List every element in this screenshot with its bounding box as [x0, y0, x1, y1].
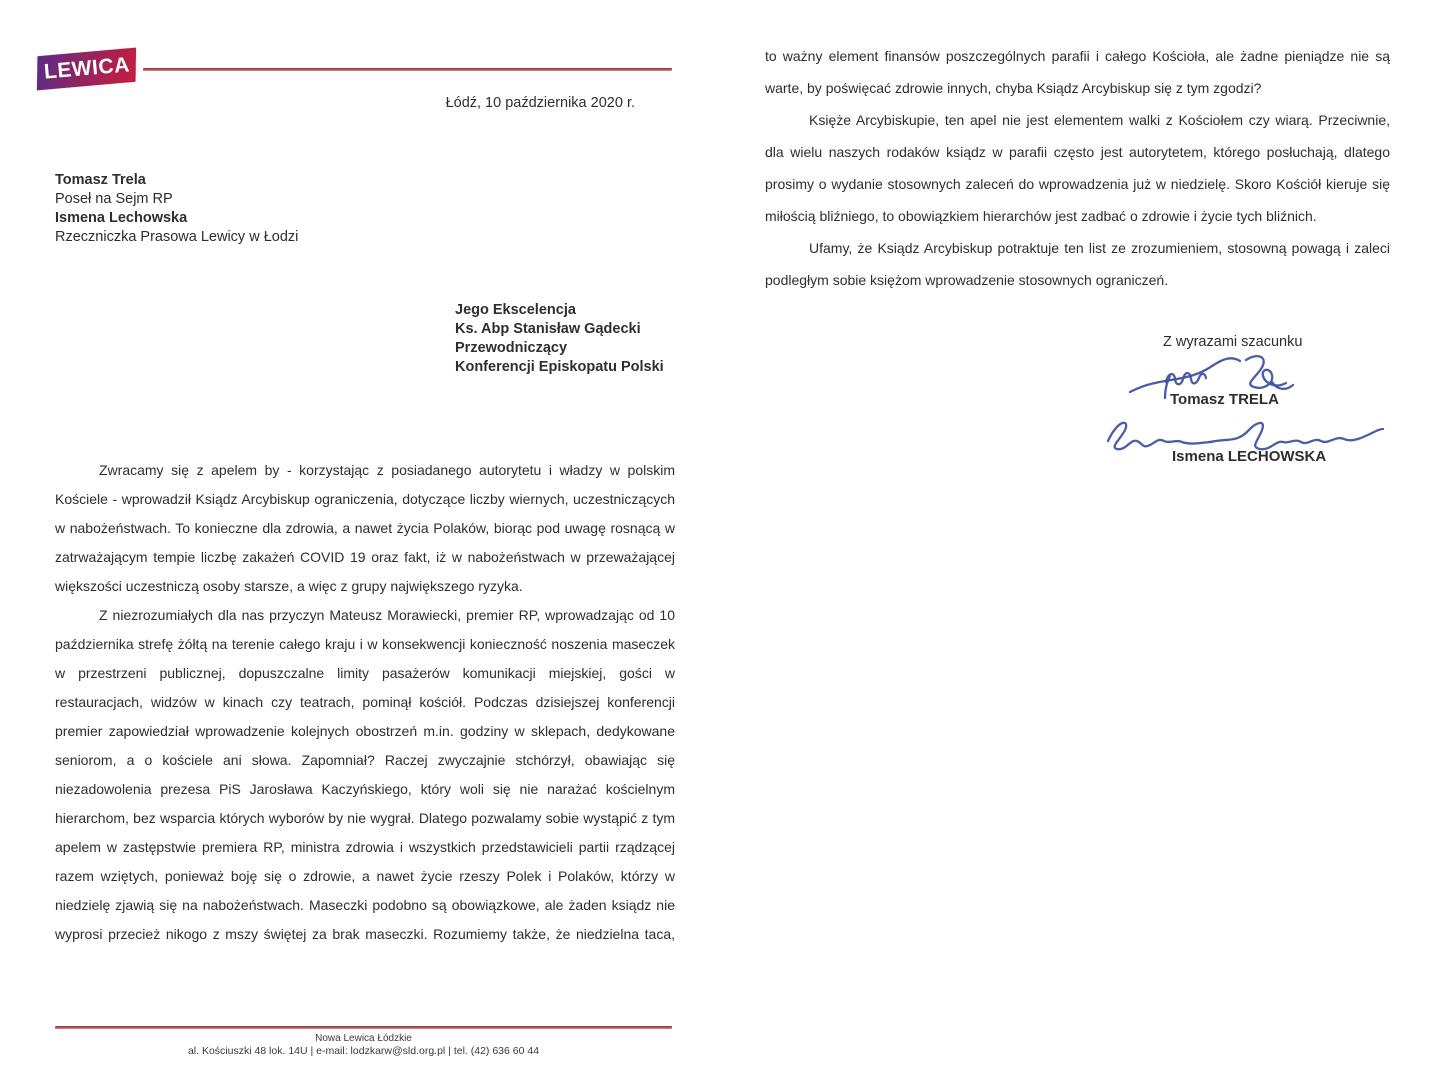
- sender-title-2: Rzeczniczka Prasowa Lewicy w Łodzi: [55, 229, 299, 245]
- lewica-logo: [37, 48, 136, 91]
- recipient-line: Ks. Abp Stanisław Gądecki: [455, 321, 641, 337]
- footer-organization: Nowa Lewica Łódzkie: [315, 1033, 412, 1044]
- recipient-line: Przewodniczący: [455, 340, 568, 356]
- trela-printed-name: Tomasz TRELA: [1170, 391, 1279, 408]
- recipient-line: Jego Ekscelencja: [455, 302, 576, 318]
- sender-name-1: Tomasz Trela: [55, 172, 146, 188]
- lewica-logo-text: LEWICA: [42, 53, 131, 84]
- recipient-block: [455, 301, 664, 377]
- footer-contact-line: al. Kościuszki 48 lok. 14U | e-mail: lodzkarw@sld.org.pl | tel. (42) 636 60 44: [187, 1045, 540, 1057]
- closing-salutation: Z wyrazami szacunku: [1163, 334, 1303, 350]
- recipient-line: Konferencji Episkopatu Polski: [455, 359, 664, 375]
- sender-block: [55, 171, 298, 247]
- date-line: Łódź, 10 października 2020 r.: [445, 95, 635, 111]
- letter-body-page-1: [55, 456, 675, 949]
- letter-body-page-2: [765, 40, 1390, 296]
- paragraph: Ufamy, że Ksiądz Arcybiskup potraktuje ten list ze zrozumieniem, stosowną powagą i zaleci podległym sobie księżom wprowadzenie stosownych ograniczeń.: [765, 240, 1390, 288]
- paragraph: to ważny element finansów poszczególnych parafii i całego Kościoła, ale żadne pieniądze nie są warte, by poświęcać zdrowie innych, chyba Ksiądz Arcybiskup się z tym zgodzi?: [765, 48, 1390, 96]
- lechowska-printed-name: Ismena LECHOWSKA: [1172, 448, 1327, 465]
- header-rule: [143, 68, 672, 71]
- paragraph: Z niezrozumiałych dla nas przyczyn Mateusz Morawiecki, premier RP, wprowadzając od 10 października strefę żółtą na terenie całego kraju i w konsekwencji konieczność noszenia maseczek w przestrzeni publicznej, dopuszczalne limity pasażerów komunikacji miejskiej, gości w restauracjach, widzów w kinach czy teatrach, pominął kościół. Podczas dzisiejszej konferencji premier zapowiedział wprowadzenie kolejnych obostrzeń m.in. godziny w sklepach, dedykowane seniorom, a o kościele ani słowa. Zapomniał? Raczej zwyczajnie stchórzył, obawiając się niezadowolenia prezesa PiS Jarosława Kaczyńskiego, który woli się nie narażać kościelnym hierarchom, bez wsparcia których wyborów by nie wygrał. Dlatego pozwalamy sobie wystąpić z tym apelem w zastępstwie premiera RP, ministra zdrowia i wszystkich przedstawicieli partii rządzącej razem wziętych, ponieważ boję się o zdrowie, a nawet życie rzeszy Polek i Polaków, którzy w niedzielę zjawią się na nabożeństwach. Maseczki podobno są obowiązkowe, ale żaden ksiądz nie wyprosi przecież nikogo z mszy świętej za brak maseczki. Rozumiemy także, że niedzielna taca,: [55, 607, 675, 942]
- sender-name-2: Ismena Lechowska: [55, 210, 188, 226]
- paragraph: Księże Arcybiskupie, ten apel nie jest elementem walki z Kościołem czy wiarą. Przeciwnie, dla wielu naszych rodaków ksiądz w parafii często jest autorytetem, którego posłuchają, dlatego prosimy o wydanie stosownych zaleceń do wprowadzenia już w niedzielę. Skoro Kościół kieruje się miłością bliźniego, to obowiązkiem hierarchów jest zadbać o zdrowie i życie tych bliźnich.: [765, 112, 1390, 224]
- footer-rule: [55, 1026, 672, 1029]
- sender-title-1: Poseł na Sejm RP: [55, 191, 173, 207]
- paragraph: Zwracamy się z apelem by - korzystając z posiadanego autorytetu i władzy w polskim Kościele - wprowadził Ksiądz Arcybiskup ograniczenia, dotyczące liczby wiernych, uczestniczących w nabożeństwach. To konieczne dla zdrowia, a nawet życia Polaków, biorąc pod uwagę rosnącą w zatrważającym tempie liczbę zakażeń COVID 19 oraz fakt, iż w nabożeństwach w przeważającej większości uczestniczą osoby starsze, a więc z grupy największego ryzyka.: [55, 462, 675, 594]
